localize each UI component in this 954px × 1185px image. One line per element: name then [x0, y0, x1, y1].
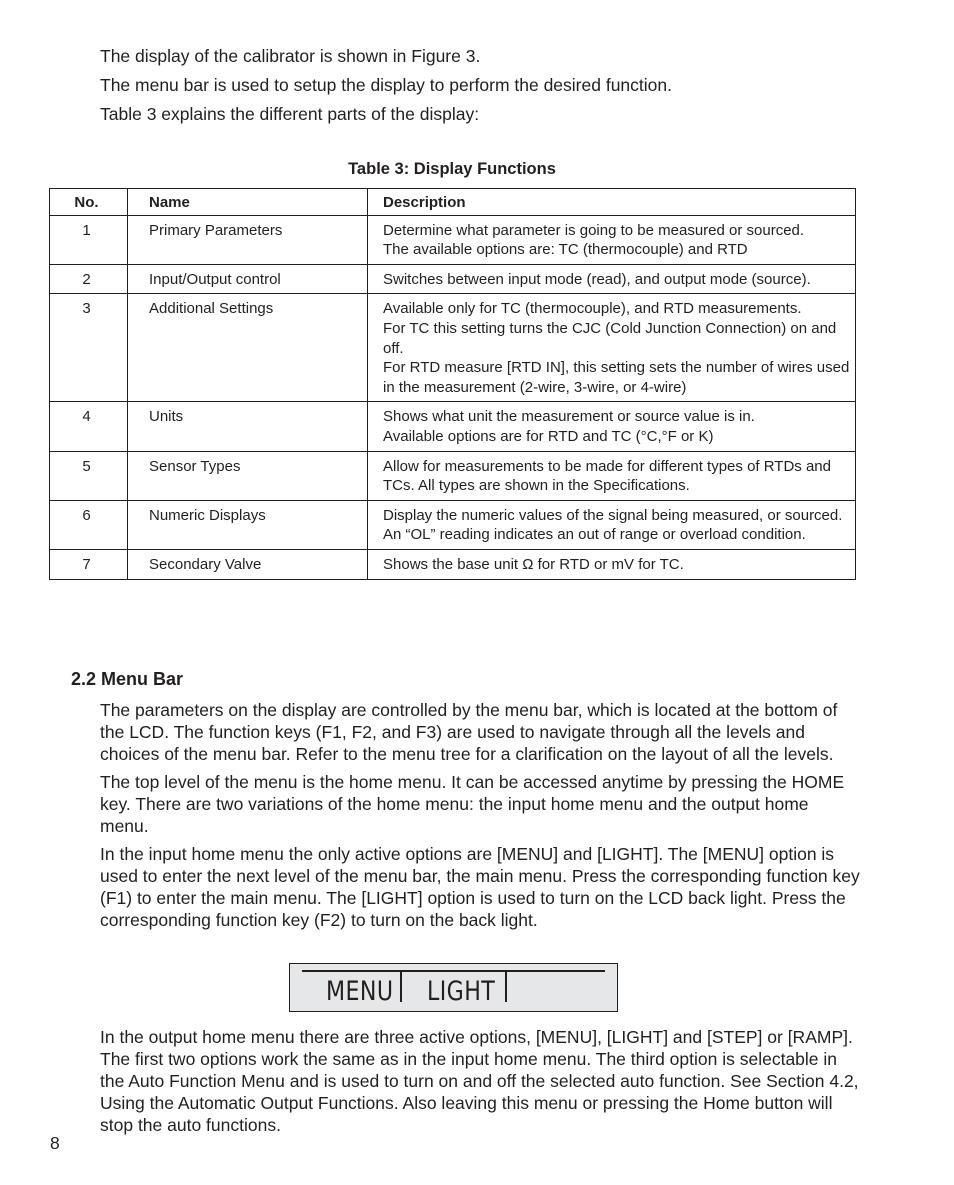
lcd-menu-bar-figure: [289, 963, 618, 1012]
display-functions-table: [49, 188, 856, 580]
lcd-top-line: [302, 970, 605, 972]
desc-line: Available options are for RTD and TC (°C,°F or K): [383, 427, 714, 445]
row-no: 2: [50, 264, 128, 294]
desc-line: Allow for measurements to be made for different types of RTDs and TCs. All types are shown in the Specifications.: [383, 457, 831, 495]
table-row: [50, 264, 856, 294]
row-no: 1: [50, 215, 128, 264]
intro-text: [100, 45, 880, 132]
intro-line: Table 3 explains the different parts of the display:: [100, 104, 480, 124]
table-title: Table 3: Display Functions: [348, 160, 556, 178]
row-name: Secondary Valve: [128, 549, 368, 579]
header-description: Description: [368, 189, 856, 216]
desc-line: Determine what parameter is going to be measured or sourced.: [383, 221, 805, 239]
row-name: Numeric Displays: [128, 500, 368, 549]
desc-line: Shows the base unit Ω for RTD or mV for TC.: [383, 555, 684, 573]
intro-line: The display of the calibrator is shown in Figure 3.: [100, 46, 481, 66]
desc-line: Shows what unit the measurement or source value is in.: [383, 408, 755, 426]
header-name: Name: [128, 189, 368, 216]
row-no: 7: [50, 549, 128, 579]
header-no: No.: [50, 189, 128, 216]
page-number: 8: [50, 1133, 60, 1153]
table-row: [50, 402, 856, 451]
row-description: [368, 451, 856, 500]
desc-line: Display the numeric values of the signal being measured, or sourced. An “OL” reading indicates an out of range or overload condition.: [383, 506, 843, 544]
row-name: Sensor Types: [128, 451, 368, 500]
row-name: Additional Settings: [128, 294, 368, 402]
table-header-row: [50, 189, 856, 216]
paragraph: The top level of the menu is the home menu. It can be accessed anytime by pressing the HOME key. There are two variations of the home menu: the input home menu and the output home menu.: [100, 772, 845, 836]
paragraph: In the output home menu there are three active options, [MENU], [LIGHT] and [STEP] or [RAMP]. The first two options work the same as in the input home menu. The third option is selectable in the Auto Function Menu and is used to turn on and off the selected auto function. See Section 4.2, Using the Automatic Output Functions. Also leaving this menu or pressing the Home button will stop the auto functions.: [100, 1027, 859, 1135]
row-description: [368, 264, 856, 294]
desc-line: Available only for TC (thermocouple), and RTD measurements.: [383, 300, 802, 318]
section-heading: 2.2 Menu Bar: [71, 669, 184, 689]
row-no: 6: [50, 500, 128, 549]
lcd-separator: [505, 972, 507, 1002]
table-row: [50, 215, 856, 264]
row-description: [368, 500, 856, 549]
lcd-separator: [400, 972, 402, 1002]
row-description: [368, 294, 856, 402]
row-description: [368, 402, 856, 451]
row-description: [368, 549, 856, 579]
table-row: [50, 294, 856, 402]
desc-line: The available options are: TC (thermocouple) and RTD: [383, 241, 748, 259]
table-row: [50, 549, 856, 579]
table-row: [50, 451, 856, 500]
paragraph: In the input home menu the only active options are [MENU] and [LIGHT]. The [MENU] option is used to enter the next level of the menu bar, the main menu. Press the corresponding function key (F1) to enter the main menu. The [LIGHT] option is used to turn on the LCD back light. Press the corresponding function key (F2) to turn on the back light.: [100, 844, 860, 930]
intro-line: The menu bar is used to setup the display to perform the desired function.: [100, 75, 672, 95]
lcd-light-key: LIGHT: [427, 976, 496, 1007]
lcd-menu-key: MENU: [326, 976, 394, 1007]
table-row: [50, 500, 856, 549]
row-no: 3: [50, 294, 128, 402]
row-description: [368, 215, 856, 264]
row-no: 4: [50, 402, 128, 451]
row-no: 5: [50, 451, 128, 500]
paragraph: The parameters on the display are controlled by the menu bar, which is located at the bottom of the LCD. The function keys (F1, F2, and F3) are used to navigate through all the levels and choices of the menu bar. Refer to the menu tree for a clarification on the layout of all the levels.: [100, 700, 838, 764]
row-name: Primary Parameters: [128, 215, 368, 264]
desc-line: Switches between input mode (read), and output mode (source).: [383, 270, 811, 288]
row-name: Units: [128, 402, 368, 451]
desc-line: For RTD measure [RTD IN], this setting sets the number of wires used in the measurement (2-wire, 3-wire, or 4-wire): [383, 359, 850, 396]
desc-line: For TC this setting turns the CJC (Cold Junction Connection) on and off.: [383, 319, 837, 357]
row-name: Input/Output control: [128, 264, 368, 294]
section-body: [100, 699, 860, 937]
